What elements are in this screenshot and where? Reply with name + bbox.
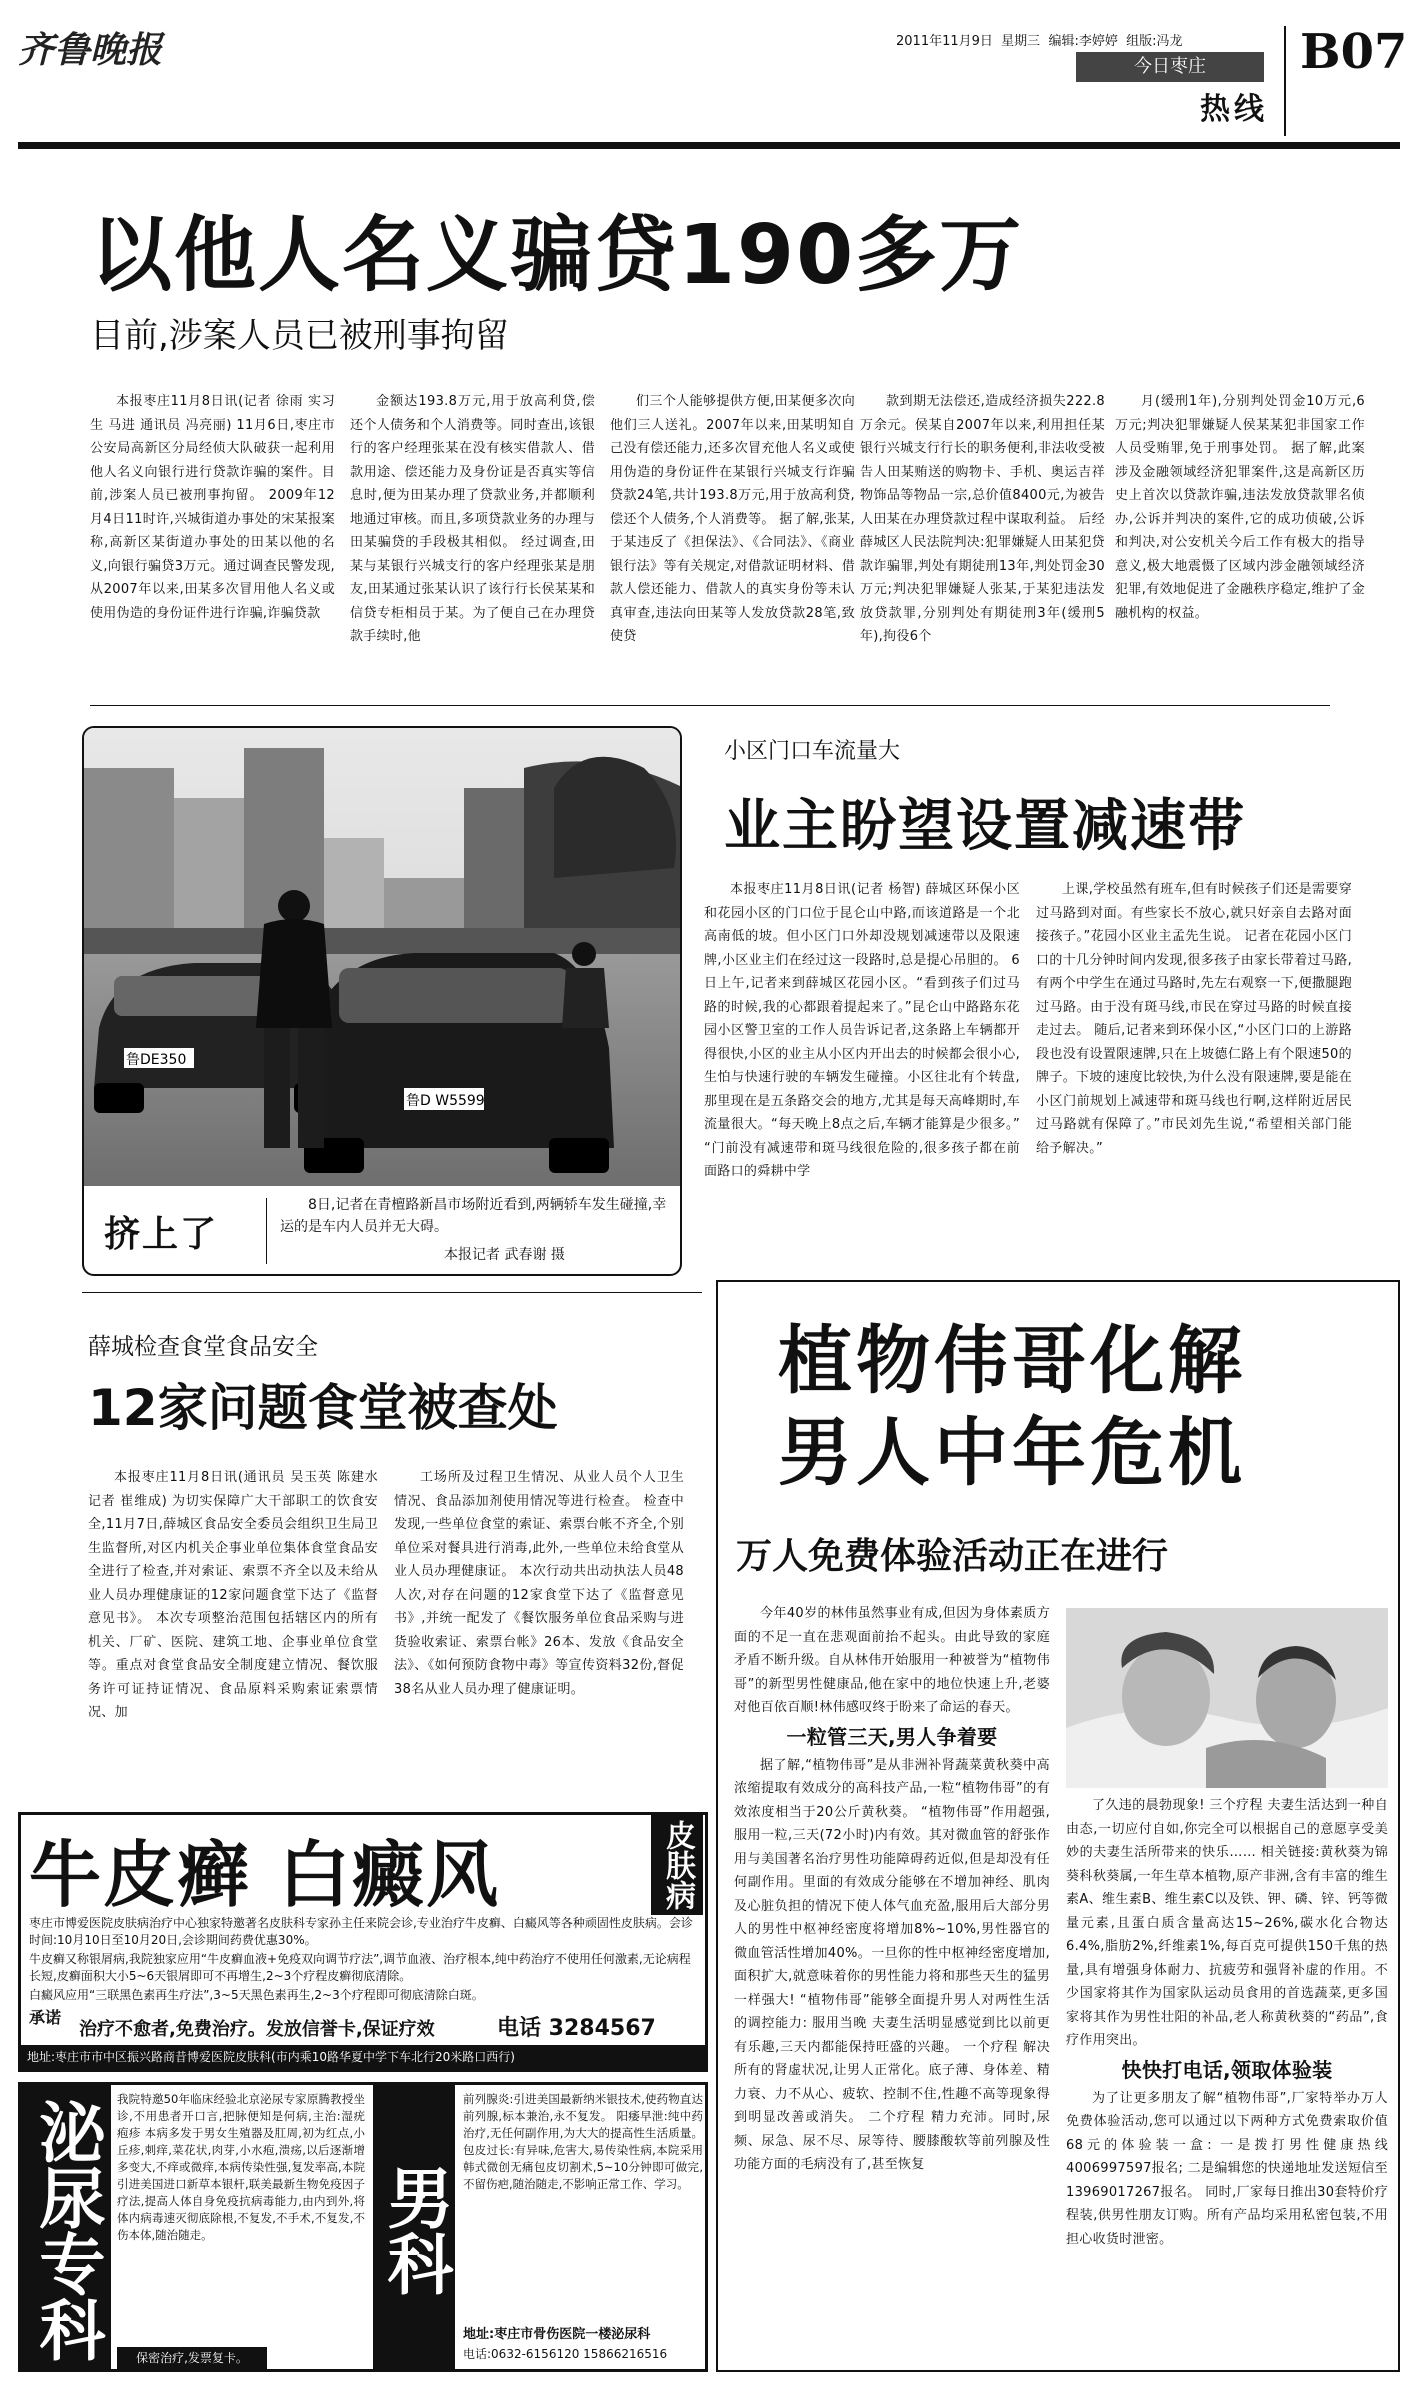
photo1-title: 挤上了 xyxy=(104,1214,219,1255)
plant-ad-title-2: 男人中年危机 xyxy=(778,1410,1246,1496)
story1-subheadline: 目前,涉案人员已被刑事拘留 xyxy=(90,316,509,356)
skin-ad-promise: 治疗不愈者,免费治疗。发放信誉卡,保证疗效 xyxy=(79,2019,435,2040)
plate-left: 鲁DE350 xyxy=(126,1052,187,1068)
story3-column-2 xyxy=(394,1466,684,1806)
newspaper-logo: 齐鲁晚报 xyxy=(18,29,163,71)
story2-text-1: 本报枣庄11月8日讯(记者 杨智) 薛城区环保小区和花园小区的门口位于昆仑山中路,而该道路是一个北高南低的坡。但小区门口外却没规划减速带以及限速牌,小区业主们在经过这一段路时,总是提心吊胆的。 6日上午,记者来到薛城区花园小区。“看到孩子们过马路的时候,我的心都跟着提起来了。”昆仑山中路路东花园小区警卫室的工作人员告诉记者,这条路上车辆都开得很快,小区的业主从小区内开出去的时候都会很小心,生怕与快速行驶的车辆发生碰撞。小区往北有个转盘,那里现在是五条路交会的地方,尤其是每天高峰期时,车流量很大。“每天晚上8点之后,车辆才能算是少很多。” “门前没有减速带和斑马线很危险的,很多孩子都在前面路口的舜耕中学 xyxy=(704,882,1020,1179)
story2-kicker: 小区门口车流量大 xyxy=(724,739,901,764)
designer: 组版:冯龙 xyxy=(1126,34,1183,49)
story1-headline: 以他人名义骗贷190多万 xyxy=(90,208,1024,303)
couple-photo xyxy=(1066,1608,1388,1788)
skin-ad-phone: 电话 3284567 xyxy=(497,2016,656,2041)
plant-ad-subtitle: 万人免费体验活动正在进行 xyxy=(736,1536,1169,1577)
story3-text-2: 工场所及过程卫生情况、从业人员个人卫生情况、食品添加剂使用情况等进行检查。 检查中发现,一些单位食堂的索证、索票台帐不齐全,个别单位采对餐具进行消毒,此外,一些单位未给食堂从业人员办理健康证。 本次行动共出动执法人员48人次,对存在问题的12家食堂下达了《监督意见书》,并统一配发了《餐饮服务单位食品采购与进货验收索证、索票台帐》26本、发放《食品安全法》、《如何预防食物中毒》等宣传资料32份,督促38名从业人员办理了健康证明。 xyxy=(394,1470,684,1697)
section-tag: 今日枣庄 xyxy=(1076,52,1264,82)
skin-ad xyxy=(18,1812,708,2072)
story3-headline: 12家问题食堂被查处 xyxy=(88,1379,558,1437)
plant-ad-column-1 xyxy=(734,1602,1050,2364)
photo1-frame xyxy=(82,726,682,1276)
weekday: 星期三 xyxy=(1001,34,1041,49)
traffic-photo xyxy=(84,728,682,1186)
plant-ad xyxy=(716,1280,1400,2372)
urology-ad-address: 地址:枣庄市骨伤医院一楼泌尿科 xyxy=(463,2327,651,2342)
plant-ad-body-3: 为了让更多朋友了解“植物伟哥”,厂家特举办万人免费体验活动,您可以通过以下两种方式免费索取价值68元的体验装一盒: 一是拨打男性健康热线4006997597报名; 二是编辑您的快递地址发送短信至13969017267报名。 同时,厂家每日推出30套特价疗程装,供男性朋友订购。所有产品均采用私密包装,不用担心收货时泄密。 xyxy=(1066,2090,1388,2247)
story1-column-4 xyxy=(860,390,1105,690)
header-divider-vertical xyxy=(1284,26,1286,136)
skin-ad-title: 牛皮癣 白癜风 xyxy=(29,1833,501,1917)
story2-column-2 xyxy=(1036,878,1352,1278)
plant-ad-title-1: 植物伟哥化解 xyxy=(778,1318,1246,1404)
urology-ad-right-title: 男科 xyxy=(373,2085,455,2372)
story1-column-5 xyxy=(1115,390,1365,690)
skin-ad-tag: 承诺 xyxy=(29,2008,62,2027)
date: 2011年11月9日 xyxy=(896,34,993,49)
urology-ad-slogan: 保密治疗,发票复卡。 xyxy=(117,2347,267,2369)
story1-text-1: 本报枣庄11月8日讯(记者 徐雨 实习生 马进 通讯员 冯亮丽) 11月6日,枣庄市公安局高新区分局经侦大队破获一起利用他人名义向银行进行贷款诈骗的案件。目前,涉案人员已被刑事拘留。 2009年12月4日11时许,兴城街道办事处的宋某报案称,高新区某街道办事处的田某以他的名义,向银行骗贷3万元。通过调查民警发现,从2007年以来,田某多次冒用他人名义或使用伪造的身份证件进行诈骗,诈骗贷款 xyxy=(90,394,335,621)
plant-ad-body-2: 了久违的晨勃现象! 三个疗程 夫妻生活达到一种自由态,一切应付自如,你完全可以根据自己的意愿享受美妙的夫妻生活所带来的快乐…… 相关链接:黄秋葵为锦葵科秋葵属,一年生草本植物,原产非洲,含有丰富的维生素A、维生素B、维生素C以及铁、钾、磷、锌、钙等微量元素,且蛋白质含量高达15~26%,碳水化合物达6.4%,脂肪2%,纤维素1%,每百克可提供150千焦的热量,具有增强身体耐力、抗疲劳和强肾补虚的作用。不少国家将其作为国家队运动员食用的首选蔬菜,更多国家将其作为男性壮阳的补品,老人称黄秋葵的“药品”,食疗作用突出。 xyxy=(1066,1798,1388,2048)
skin-ad-address: 地址:枣庄市市中区振兴路商昔博爱医院皮肤科(市内乘10路华夏中学下车北行20米路口西行) xyxy=(21,2045,705,2069)
plate-right: 鲁D W5599 xyxy=(406,1093,485,1109)
plant-ad-heading-2: 快快打电话,领取体验装 xyxy=(1121,2057,1333,2082)
story1-text-5: 月(缓刑1年),分别判处罚金10万元,6万元;判决犯罪嫌疑人侯某某犯非国家工作人员受贿罪,免于刑事处罚。 据了解,此案涉及金融领域经济犯罪案件,这是高新区历史上首次以贷款诈骗,违法发放贷款罪名侦办,公诉并判决的案件,它的成功侦破,公诉和判决,对公安机关今后工作有极大的指导意义,极大地震慑了区域内涉金融领域经济犯罪,有效地促进了金融秩序稳定,维护了金融机构的权益。 xyxy=(1115,394,1365,621)
story3-kicker: 薛城检查食堂食品安全 xyxy=(88,1334,318,1360)
plant-ad-intro: 今年40岁的林伟虽然事业有成,但因为身体素质方面的不足一直在悲观面前抬不起头。由此导致的家庭矛盾不断升级。自从林伟开始服用一种被誉为“植物伟哥”的新型男性健康品,他在家中的地位快速上升,老婆对他百依百顺!林伟感叹终于盼来了命运的春天。 xyxy=(734,1606,1050,1715)
skin-ad-line-2: 牛皮癣又称银屑病,我院独家应用“牛皮癣血液+免疫双向调节疗法”,调节血液、治疗根本,纯中药治疗不使用任何激素,无论病程长短,皮癣面积大小5~6天银屑即可不再增生,2~3个疗程皮癣彻底清除。 xyxy=(29,1952,691,1983)
story3-text-1: 本报枣庄11月8日讯(通讯员 吴玉英 陈建水 记者 崔维成) 为切实保障广大干部职工的饮食安全,11月7日,薛城区食品安全委员会组织卫生局卫生监督所,对区内机关企事业单位集体食堂食品安全进行了检查,并对索证、索票不齐全以及未给从业人员办理健康证的12家问题食堂下达了《监督意见书》。 本次专项整治范围包括辖区内的所有机关、厂矿、医院、建筑工地、企事业单位食堂等。重点对食堂食品安全制度建立情况、餐饮服务许可证持证情况、食品原料采购索证索票情况、加 xyxy=(88,1470,378,1720)
story1-text-3: 们三个人能够提供方便,田某便多次向他们三人送礼。2007年以来,田某明知自己没有偿还能力,还多次冒充他人名义或使用伪造的身份证件在某银行兴城支行诈骗贷款24笔,共计193.8万元,用于放高利贷,偿还个人债务,个人消费等。 据了解,张某,于某违反了《担保法》、《合同法》、《商业银行法》等有关规定,对借款证明材料、借款人偿还能力、借款人的真实身份等未认真审查,违法向田某等人发放贷款28笔,致使贷 xyxy=(610,394,855,644)
urology-ad-text-2: 前列腺炎:引进美国最新纳米银技术,使药物直达前列腺,标本兼治,永不复发。 阳痿早泄:纯中药治疗,无任何副作用,为大大的提高性生活质量。 包皮过长:有异味,危害大,易传染性病,本院采用韩式微创无痛包皮切割术,5~10分钟即可做完,不留伤疤,随治随走,不影响正常工作、学习。 xyxy=(463,2092,703,2191)
story1-column-3 xyxy=(610,390,855,690)
plant-ad-body: 据了解,“植物伟哥”是从非洲补肾蔬菜黄秋葵中高浓缩提取有效成分的高科技产品,一粒“植物伟哥”的有效浓度相当于20公斤黄秋葵。 “植物伟哥”作用超强,服用一粒,三天(72小时)内有效。其对微血管的舒张作用与美国著名治疗男性功能障碍药近似,但是却没有任何副作用。里面的有效成分能够在不增加神经、肌肉及心脏负担的情况下使人体气血充盈,服用后大部分男人的男性中枢神经密度将增加8%~10%,男性器官的微血管活性增加40%。一旦你的性中枢神经密度增加,面积扩大,就意味着你的男性能力将和那些天生的猛男一样强大! “植物伟哥”能够全面提升男人对两性生活的调控能力: 服用当晚 夫妻生活明显感觉到比以前更有乐趣,三天内都能保持旺盛的兴趣。 一个疗程 解决所有的肾虚状况,让男人正常化。底子薄、身体差、精力衰、力不从心、疲软、控制不住,性趣不高等现象得到明显改善或消失。 二个疗程 精力充沛。同时,尿频、尿急、尿不尽、尿等待、腰膝酸软等前列腺及性功能方面的毛病没有了,甚至恢复 xyxy=(734,1757,1050,2172)
editor: 编辑:李婷婷 xyxy=(1048,34,1118,49)
header-rule xyxy=(18,142,1400,149)
story2-headline: 业主盼望设置减速带 xyxy=(724,794,1246,859)
story1-column-1 xyxy=(90,390,335,690)
page-number: B07 xyxy=(1300,24,1408,80)
skin-ad-line-1: 枣庄市博爱医院皮肤病治疗中心独家特邀著名皮肤科专家孙主任来院会诊,专业治疗牛皮癣、白癜风等各种顽固性皮肤病。会诊时间:10月10日至10月20日,会诊期间药费优惠30%。 xyxy=(29,1916,693,1947)
urology-ad xyxy=(18,2082,708,2372)
story2-column-1 xyxy=(704,878,1020,1278)
plant-ad-column-2 xyxy=(1066,1794,1388,2364)
story1-bottom-rule xyxy=(90,705,1330,706)
story1-text-2: 金额达193.8万元,用于放高利贷,偿还个人债务和个人消费等。同时查出,该银行的客户经理张某在没有核实借款人、借款用途、偿还能力及身份证是否真实等信息时,便为田某办理了贷款业务,并都顺利地通过审核。而且,多项贷款业务的办理与田某骗贷的手段极其相似。 经过调查,田某与某银行兴城支行的客户经理张某是朋友,田某通过张某认识了该行行长侯某某和信贷专柜相员于某。为了便自己在办理贷款手续时,他 xyxy=(350,394,595,644)
urology-ad-text: 我院特邀50年临床经验北京泌尿专家原腾教授坐诊,不用患者开口言,把脉便知是何病,主治:湿疣 疱疹 本病多发于男女生殖器及肛周,初为红点,小丘疹,刺痒,菜花状,肉芽,小水疱,溃疡,以后逐渐增多变大,不痒或微痒,本病传染性强,复发率高,本院引进美国进口新草本银杆,联美最新生物免疫因子疗法,提高人体自身免疫抗病毒能力,由内到外,将体内病毒速灭彻底除根,不复发,不手术,不复发,不伤本体,随治随走。 xyxy=(117,2092,365,2242)
skin-ad-line-3: 白癜风应用“三联黑色素再生疗法”,3~5天黑色素再生,2~3个疗程即可彻底清除白斑。 xyxy=(29,1988,484,2002)
story1-text-4: 款到期无法偿还,造成经济损失222.8万余元。侯某自2007年以来,利用担任某银行兴城支行行长的职务便利,非法收受被告人田某贿送的购物卡、手机、奥运吉祥物饰品等物品一宗,总价值8400元,为被告人田某在办理贷款过程中谋取利益。 后经薛城区人民法院判决:犯罪嫌疑人田某犯贷款诈骗罪,判处有期徒刑13年,判处罚金30万元;判决犯罪嫌疑人张某,于某犯违法发放贷款罪,分别判处有期徒刑3年(缓刑5年),拘役6个 xyxy=(860,394,1105,644)
photo1-divider xyxy=(266,1198,267,1264)
section-name: 热线 xyxy=(1200,92,1268,127)
photo1-caption: 8日,记者在青檀路新昌市场附近看到,两辆轿车发生碰撞,幸运的是车内人员并无大碍。 xyxy=(280,1197,667,1235)
story2-text-2: 上课,学校虽然有班车,但有时候孩子们还是需要穿过马路到对面。有些家长不放心,就只好亲自去路对面接孩子。”花园小区业主孟先生说。 记者在花园小区门口的十几分钟时间内发现,很多孩子由家长带着过马路,有两个中学生在通过马路时,先左右观察一下,便撒腿跑过马路。由于没有斑马线,市民在穿过马路的时候直接走过去。 随后,记者来到环保小区,“小区门口的上游路段也没有设置限速牌,只在上坡德仁路上有个限速50的牌子。下坡的速度比较快,为什么没有限速牌,要是能在小区门前规划上减速带和斑马线也行啊,这样附近居民过马路就有保障了。”市民刘先生说,“希望相关部门能给予解决。” xyxy=(1036,882,1352,1156)
story3-column-1 xyxy=(88,1466,378,1806)
urology-ad-phone: 电话:0632-6156120 15866216516 xyxy=(463,2347,668,2361)
photo1-credit: 本报记者 武春谢 摄 xyxy=(444,1247,565,1263)
urology-ad-left-title: 泌尿专科 xyxy=(21,2085,111,2372)
skin-ad-side: 皮肤病 xyxy=(651,1815,703,1915)
issue-date xyxy=(896,30,1183,49)
story1-column-2 xyxy=(350,390,595,690)
plant-ad-heading-1: 一粒管三天,男人争着要 xyxy=(786,1724,998,1749)
story2-bottom-rule xyxy=(82,1292,702,1293)
